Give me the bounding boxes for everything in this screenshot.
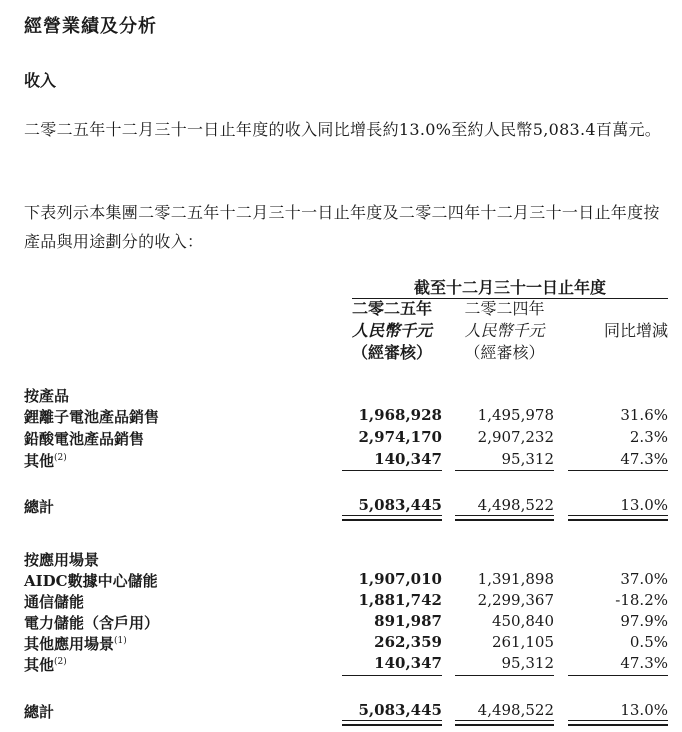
row-value-2024: 2,907,232 — [477, 428, 554, 446]
total-label: 總計 — [24, 498, 55, 516]
total-value-2025: 5,083,445 — [358, 496, 442, 514]
total-change: 13.0% — [620, 496, 668, 514]
row-value-2025: 1,968,928 — [358, 406, 442, 424]
row-label: 其他應用場景$^{(1)}$ — [24, 635, 127, 653]
footnote-marker: (2) — [54, 657, 67, 667]
subtotal-rule — [568, 675, 668, 676]
row-value-2025: 140,347 — [374, 450, 442, 468]
revenue-summary-paragraph: 二零二五年十二月三十一日止年度的收入同比增長約13.0%至約人民幣5,083.4百萬元。 — [24, 120, 662, 139]
row-value-2024: 95,312 — [501, 450, 554, 468]
total-double-rule — [455, 519, 554, 521]
total-double-rule — [568, 720, 668, 721]
row-change: 0.5% — [629, 633, 668, 651]
subtotal-rule — [455, 470, 554, 471]
footnote-marker: (1) — [114, 636, 127, 646]
table-intro-paragraph: 下表列示本集團二零二五年十二月三十一日止年度及二零二四年十二月三十一日止年度按產品與用途劃分的收入： — [24, 203, 660, 251]
row-change: 2.3% — [629, 428, 668, 446]
row-value-2025: 1,881,742 — [358, 591, 442, 609]
total-label: 總計 — [24, 703, 55, 721]
row-change: -18.2% — [615, 591, 668, 609]
row-value-2025: 1,907,010 — [358, 570, 442, 588]
row-value-2024: 450,840 — [491, 612, 554, 630]
row-value-2024: 95,312 — [501, 654, 554, 672]
row-value-2025: 2,974,170 — [358, 428, 442, 446]
row-label: 其他$^{(2)}$ — [24, 656, 67, 674]
row-change: 47.3% — [620, 450, 668, 468]
period-header: 截至十二月三十一日止年度 — [413, 278, 606, 297]
col-2024-unit: 人民幣千元 — [464, 321, 545, 340]
row-value-2025: 140,347 — [374, 654, 442, 672]
col-2024-year: 二零二四年 — [464, 299, 545, 318]
row-label: AIDC數據中心儲能 — [24, 572, 158, 590]
total-double-rule — [568, 519, 668, 521]
subtotal-rule — [455, 675, 554, 676]
total-double-rule — [455, 724, 554, 726]
row-label: 鋰離子電池產品銷售 — [24, 408, 160, 426]
subtotal-rule — [342, 470, 442, 471]
total-double-rule — [342, 519, 442, 521]
total-double-rule — [568, 724, 668, 726]
row-change: 37.0% — [620, 570, 668, 588]
col-2024-note: （經審核） — [464, 343, 545, 362]
section-title-by-application: 按應用場景 — [24, 551, 100, 569]
row-value-2024: 2,299,367 — [477, 591, 554, 609]
row-value-2024: 1,495,978 — [477, 406, 554, 424]
col-2025-unit: 人民幣千元 — [351, 321, 432, 340]
total-double-rule — [342, 515, 442, 516]
subtotal-rule — [342, 675, 442, 676]
revenue-subheading: 收入 — [24, 71, 57, 90]
total-double-rule — [342, 720, 442, 721]
subtotal-rule — [568, 470, 668, 471]
col-2025-year: 二零二五年 — [351, 299, 432, 318]
total-value-2025: 5,083,445 — [358, 701, 442, 719]
section-title-by-product: 按產品 — [24, 387, 70, 405]
total-double-rule — [455, 720, 554, 721]
total-value-2024: 4,498,522 — [477, 701, 554, 719]
row-change: 97.9% — [620, 612, 668, 630]
row-label: 鉛酸電池產品銷售 — [24, 430, 145, 448]
row-change: 31.6% — [620, 406, 668, 424]
row-label: 通信儲能 — [24, 593, 85, 611]
row-value-2025: 262,359 — [374, 633, 442, 651]
total-change: 13.0% — [620, 701, 668, 719]
total-double-rule — [455, 515, 554, 516]
total-value-2024: 4,498,522 — [477, 496, 554, 514]
col-change-header: 同比增減 — [603, 321, 668, 340]
row-change: 47.3% — [620, 654, 668, 672]
section-heading: 經營業績及分析 — [24, 16, 157, 37]
col-2025-note: （經審核） — [351, 343, 432, 362]
row-value-2024: 1,391,898 — [477, 570, 554, 588]
row-value-2024: 261,105 — [491, 633, 554, 651]
row-label: 其他$^{(2)}$ — [24, 452, 67, 470]
footnote-marker: (2) — [54, 453, 67, 463]
row-label: 電力儲能（含戶用） — [24, 614, 160, 632]
row-value-2025: 891,987 — [374, 612, 442, 630]
total-double-rule — [342, 724, 442, 726]
total-double-rule — [568, 515, 668, 516]
